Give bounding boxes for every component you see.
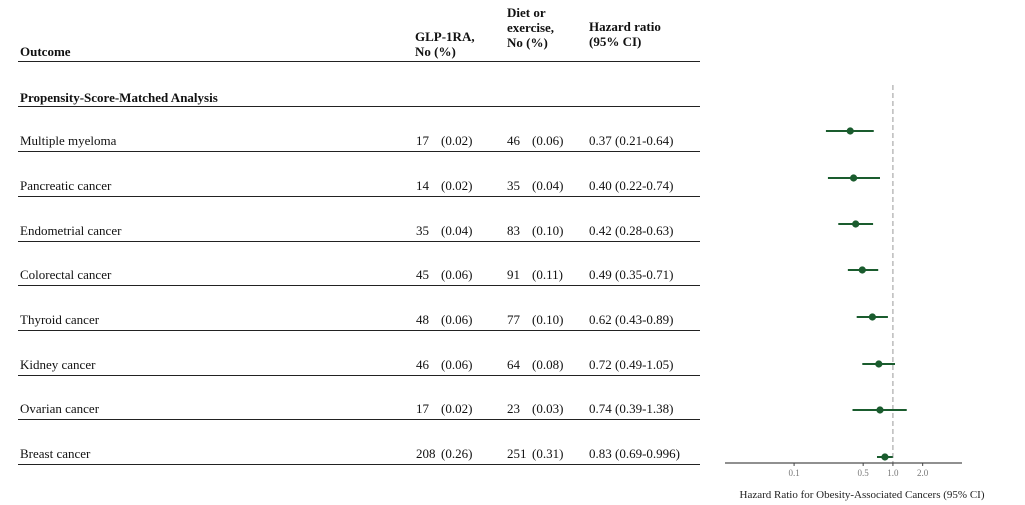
row-hazard-ratio: 0.62 (0.43-0.89) — [589, 312, 674, 327]
row-outcome: Ovarian cancer — [20, 401, 100, 416]
estimate-point — [847, 127, 854, 134]
row-diet-count: 91 — [507, 267, 520, 282]
estimate-point — [875, 360, 882, 367]
x-tick-label: 0.5 — [857, 468, 869, 478]
header-diet-line-1: Diet or — [507, 5, 546, 20]
row-glp-percent: (0.04) — [441, 223, 473, 238]
row-diet-percent: (0.03) — [532, 401, 564, 416]
row-glp-count: 208 — [416, 446, 436, 461]
estimate-point — [859, 266, 866, 273]
row-diet-percent: (0.11) — [532, 267, 563, 282]
row-hazard-ratio: 0.42 (0.28-0.63) — [589, 223, 674, 238]
row-hazard-ratio: 0.74 (0.39-1.38) — [589, 401, 674, 416]
row-outcome: Multiple myeloma — [20, 133, 117, 148]
estimate-point — [852, 220, 859, 227]
row-outcome: Breast cancer — [20, 446, 91, 461]
row-diet-count: 251 — [507, 446, 527, 461]
header-diet-line-2: exercise, — [507, 20, 555, 35]
row-glp-percent: (0.06) — [441, 357, 473, 372]
row-hazard-ratio: 0.72 (0.49-1.05) — [589, 357, 674, 372]
header-hr-line-1: Hazard ratio — [589, 19, 661, 34]
header-hr-line-2: (95% CI) — [589, 34, 642, 49]
row-diet-count: 77 — [507, 312, 520, 327]
row-diet-count: 64 — [507, 357, 520, 372]
row-diet-count: 35 — [507, 178, 520, 193]
row-glp-percent: (0.02) — [441, 401, 473, 416]
x-axis-title: Hazard Ratio for Obesity-Associated Cancers (95% CI) — [739, 489, 985, 501]
row-glp-count: 17 — [416, 133, 429, 148]
row-glp-count: 46 — [416, 357, 429, 372]
row-hazard-ratio: 0.37 (0.21-0.64) — [589, 133, 674, 148]
row-glp-percent: (0.02) — [441, 133, 473, 148]
row-outcome: Pancreatic cancer — [20, 178, 112, 193]
row-glp-percent: (0.06) — [441, 312, 473, 327]
x-tick-label: 2.0 — [917, 468, 929, 478]
row-diet-percent: (0.08) — [532, 357, 564, 372]
estimate-point — [881, 453, 888, 460]
row-diet-percent: (0.10) — [532, 223, 564, 238]
row-outcome: Thyroid cancer — [20, 312, 100, 327]
header-outcome: Outcome — [20, 44, 71, 59]
row-outcome: Colorectal cancer — [20, 267, 112, 282]
header-diet-line-3: No (%) — [507, 35, 548, 50]
estimate-point — [876, 406, 883, 413]
row-glp-percent: (0.02) — [441, 178, 473, 193]
row-diet-count: 83 — [507, 223, 520, 238]
estimate-point — [869, 313, 876, 320]
row-diet-percent: (0.10) — [532, 312, 564, 327]
row-glp-count: 45 — [416, 267, 429, 282]
estimate-point — [850, 174, 857, 181]
x-tick-label: 0.1 — [788, 468, 800, 478]
row-hazard-ratio: 0.49 (0.35-0.71) — [589, 267, 674, 282]
row-glp-percent: (0.06) — [441, 267, 473, 282]
header-glp-line-2: No (%) — [415, 44, 456, 59]
row-hazard-ratio: 0.40 (0.22-0.74) — [589, 178, 674, 193]
row-glp-count: 14 — [416, 178, 429, 193]
x-tick-label: 1.0 — [887, 468, 899, 478]
row-diet-percent: (0.06) — [532, 133, 564, 148]
row-diet-count: 46 — [507, 133, 520, 148]
header-glp-line-1: GLP-1RA, — [415, 29, 475, 44]
row-diet-count: 23 — [507, 401, 520, 416]
section-label: Propensity-Score-Matched Analysis — [20, 90, 218, 105]
row-glp-count: 35 — [416, 223, 429, 238]
row-diet-percent: (0.04) — [532, 178, 564, 193]
row-hazard-ratio: 0.83 (0.69-0.996) — [589, 446, 680, 461]
row-outcome: Kidney cancer — [20, 357, 96, 372]
row-glp-count: 17 — [416, 401, 429, 416]
row-diet-percent: (0.31) — [532, 446, 564, 461]
row-glp-percent: (0.26) — [441, 446, 473, 461]
row-outcome: Endometrial cancer — [20, 223, 122, 238]
row-glp-count: 48 — [416, 312, 429, 327]
